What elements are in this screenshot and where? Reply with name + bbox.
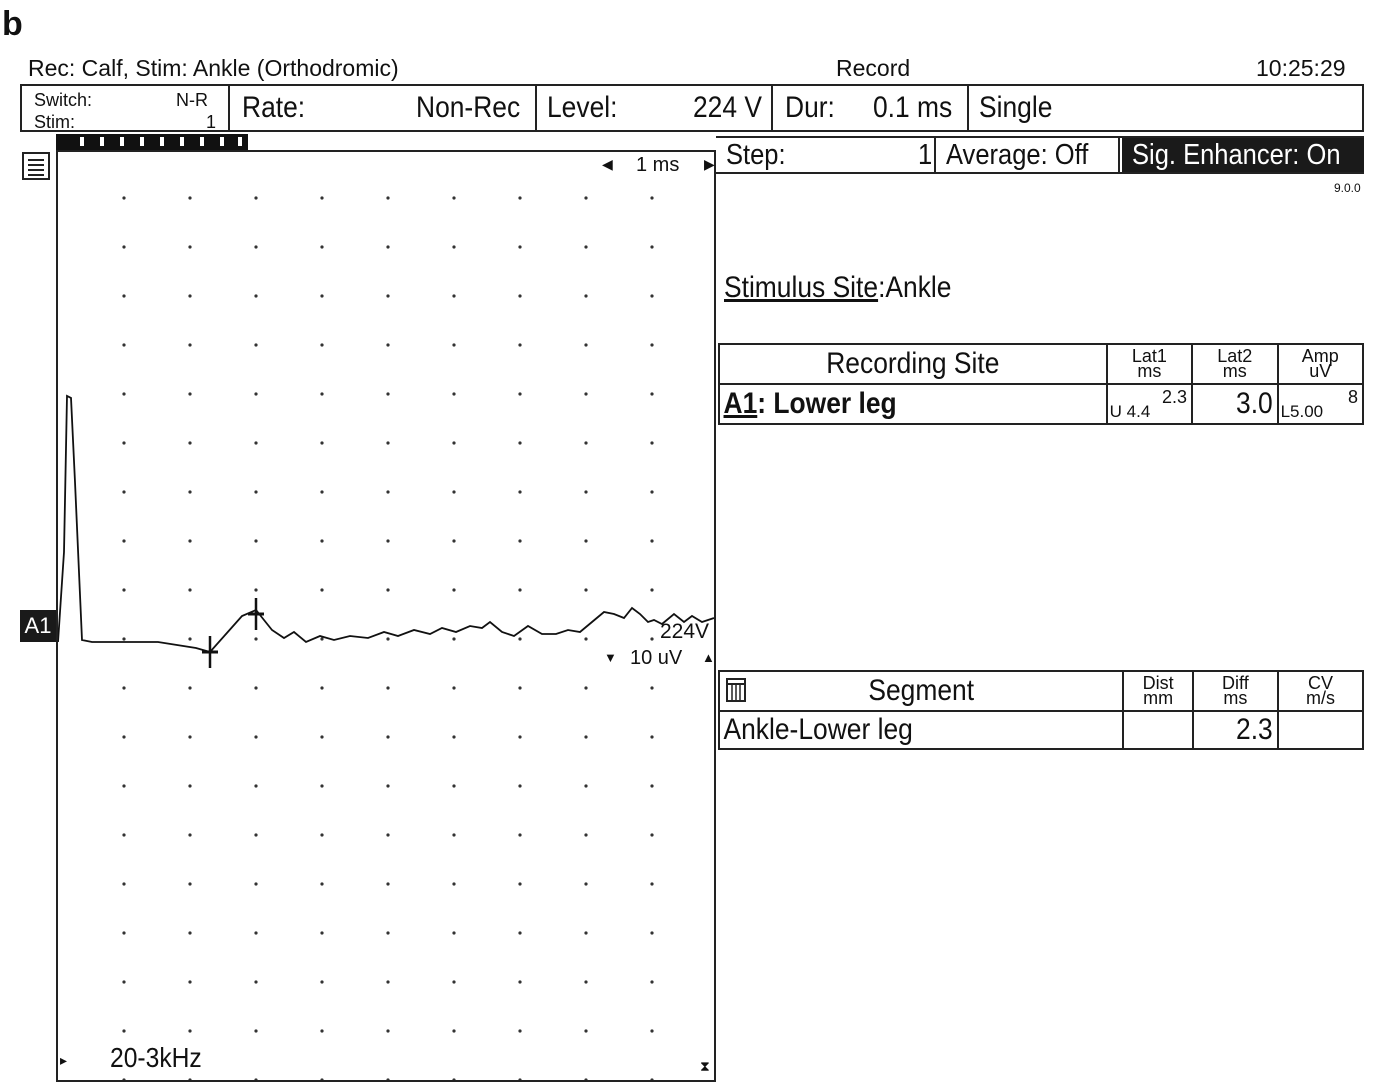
- amp-scale-label: 10 uV: [630, 647, 683, 669]
- waveform-trace: [58, 396, 714, 652]
- time-scale-right-arrow[interactable]: ▶: [704, 156, 715, 172]
- latency-cursor-1: [202, 636, 218, 668]
- stimulus-level-label: 224V: [660, 620, 710, 643]
- switch-value: N-R: [176, 90, 208, 110]
- site-code: A1: [723, 387, 758, 420]
- stimulus-status-bar: [20, 84, 1364, 132]
- dist-cell[interactable]: [1123, 711, 1192, 749]
- duration-cell[interactable]: [773, 86, 969, 130]
- amp-scale-up-arrow[interactable]: ▲: [702, 650, 715, 665]
- diff-value: 2.3: [1236, 713, 1274, 746]
- header-recording-site: Recording Site: [719, 344, 1107, 384]
- segment-name: Ankle-Lower leg: [723, 713, 913, 746]
- recording-info: Rec: Calf, Stim: Ankle (Orthodromic): [28, 55, 399, 81]
- segment-table: [718, 670, 1364, 750]
- rate-value: Non-Rec: [416, 91, 521, 124]
- site-name: : Lower leg: [757, 387, 897, 420]
- average-label: Average: Off: [946, 139, 1089, 171]
- sweep-start-marker: ▸: [60, 1052, 68, 1068]
- filter-setting: 20-3kHz: [110, 1042, 202, 1073]
- stim-label: Stim:: [34, 112, 76, 132]
- rate-label: Rate:: [242, 91, 306, 124]
- amp-cell[interactable]: [1278, 384, 1363, 424]
- mode-title: Record: [836, 55, 911, 81]
- sweep-indicator: [56, 134, 250, 150]
- averaging-controls: [716, 136, 1364, 174]
- stim-mode-cell[interactable]: [969, 86, 1362, 130]
- clock-time: 10:25:29: [1256, 55, 1346, 81]
- figure-label: b: [2, 5, 23, 43]
- latency-cursor-2: [248, 598, 264, 630]
- lat2-value: 3.0: [1235, 387, 1273, 420]
- version-label: 9.0.0: [1334, 181, 1361, 195]
- average-toggle[interactable]: [936, 138, 1120, 172]
- amp-value: 8: [1347, 387, 1358, 407]
- menu-icon[interactable]: [22, 152, 50, 180]
- sig-enhancer-toggle[interactable]: [1122, 138, 1364, 172]
- stimulus-site-label: Stimulus Site: [724, 271, 879, 304]
- waveform-display: [58, 152, 714, 1080]
- table-row[interactable]: [719, 711, 1363, 749]
- sig-enhancer-label: Sig. Enhancer: On: [1132, 139, 1341, 171]
- lat1-note: U 4.4: [1109, 402, 1151, 421]
- header-lat2: Lat2 ms: [1192, 344, 1278, 384]
- table-icon[interactable]: [726, 678, 746, 707]
- dur-value: 0.1 ms: [873, 91, 953, 124]
- stim-mode-value: Single: [979, 91, 1053, 124]
- level-value: 224 V: [693, 91, 762, 124]
- stim-value: 1: [206, 112, 217, 132]
- recording-table: [718, 343, 1364, 425]
- time-scale-left-arrow[interactable]: ◀: [602, 156, 613, 172]
- rate-cell[interactable]: [230, 86, 537, 130]
- header-segment: Segment: [719, 671, 1123, 711]
- amp-note: L5.00: [1280, 402, 1324, 421]
- header-amp: Amp uV: [1278, 344, 1363, 384]
- stimulus-site-value: :Ankle: [878, 271, 952, 304]
- step-cell[interactable]: [716, 138, 936, 172]
- level-label: Level:: [547, 91, 618, 124]
- lat1-cell[interactable]: [1107, 384, 1192, 424]
- amp-scale-down-arrow[interactable]: ▼: [604, 650, 617, 665]
- lat1-value: 2.3: [1162, 387, 1188, 407]
- header-cv: CV m/s: [1278, 671, 1363, 711]
- switch-label: Switch:: [34, 90, 93, 110]
- table-row[interactable]: [719, 384, 1363, 424]
- header-diff: Diff ms: [1193, 671, 1278, 711]
- cv-cell[interactable]: [1278, 711, 1363, 749]
- switch-stim-cell[interactable]: [22, 86, 230, 130]
- segment-name-cell[interactable]: [719, 711, 1123, 749]
- step-value: 1: [918, 139, 933, 171]
- level-cell[interactable]: [537, 86, 773, 130]
- header-lat1: Lat1 ms: [1107, 344, 1192, 384]
- header-dist: Dist mm: [1123, 671, 1192, 711]
- channel-label[interactable]: A1: [20, 610, 56, 642]
- recording-site-cell[interactable]: [719, 384, 1107, 424]
- stimulus-site: [724, 270, 951, 306]
- diff-cell[interactable]: [1193, 711, 1278, 749]
- lat2-cell[interactable]: [1192, 384, 1278, 424]
- step-label: Step:: [726, 139, 786, 171]
- dur-label: Dur:: [785, 91, 835, 124]
- sweep-end-marker: ⧗: [700, 1058, 710, 1074]
- time-scale-label: 1 ms: [636, 154, 680, 176]
- waveform-panel[interactable]: [56, 150, 716, 1082]
